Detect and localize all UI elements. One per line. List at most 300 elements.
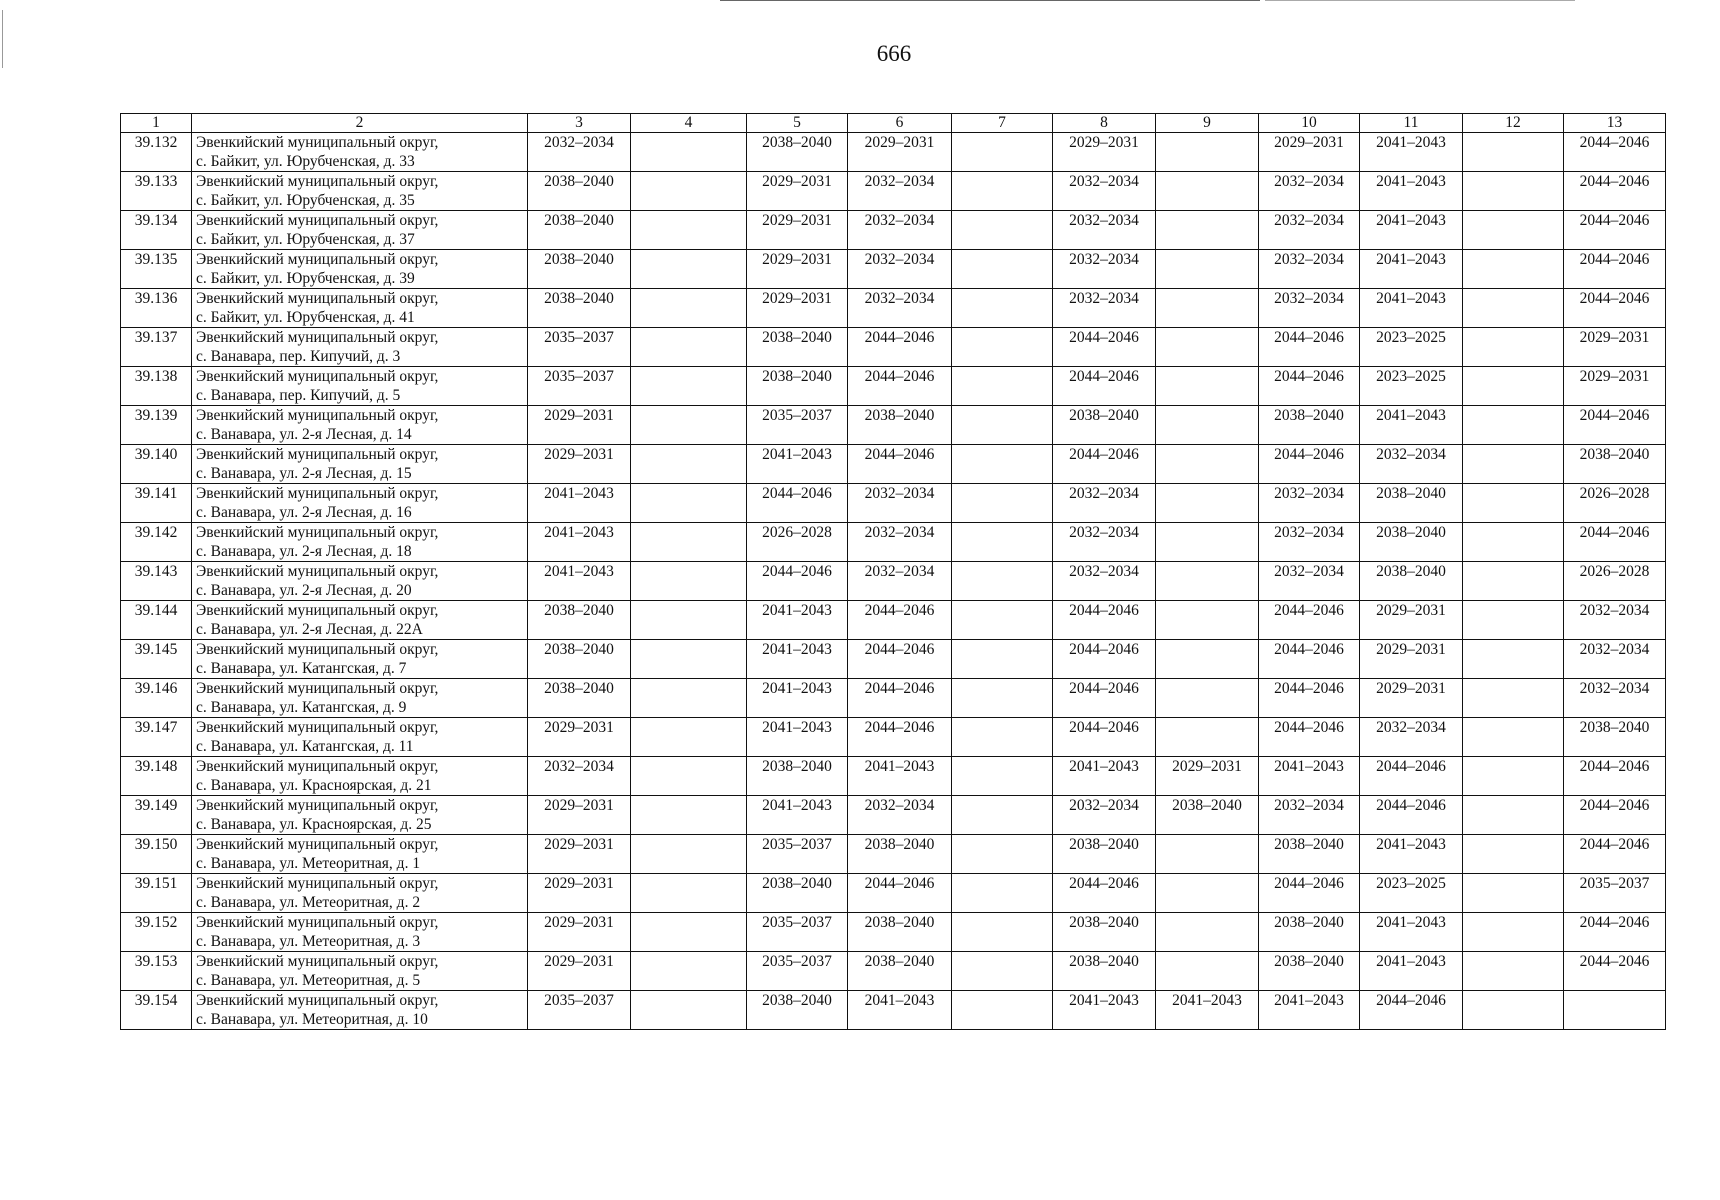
address-cell	[192, 640, 528, 679]
period-cell-col-9	[1156, 172, 1259, 211]
period-cell-col-3: 2038–2040	[528, 211, 631, 250]
period-cell-col-9	[1156, 328, 1259, 367]
period-cell-col-11: 2041–2043	[1360, 133, 1463, 172]
period-cell-col-13: 2044–2046	[1564, 289, 1666, 328]
period-cell-col-10: 2044–2046	[1259, 367, 1360, 406]
period-cell-col-8: 2032–2034	[1053, 562, 1156, 601]
period-cell-col-12	[1463, 289, 1564, 328]
period-cell-col-4	[631, 328, 747, 367]
period-cell-col-13: 2044–2046	[1564, 133, 1666, 172]
period-cell-col-10: 2038–2040	[1259, 913, 1360, 952]
schedule-table	[120, 113, 1666, 1030]
period-cell-col-8: 2044–2046	[1053, 445, 1156, 484]
period-cell-col-13: 2044–2046	[1564, 952, 1666, 991]
period-cell-col-9	[1156, 367, 1259, 406]
period-cell-col-7	[952, 874, 1053, 913]
period-cell-col-12	[1463, 211, 1564, 250]
row-number: 39.136	[121, 289, 192, 328]
period-cell-col-3: 2038–2040	[528, 172, 631, 211]
address-street: с. Ванавара, ул. 2-я Лесная, д. 20	[196, 582, 412, 599]
row-number: 39.138	[121, 367, 192, 406]
address-district: Эвенкийский муниципальный округ,	[196, 173, 439, 190]
period-cell-col-9	[1156, 406, 1259, 445]
column-header-12: 12	[1463, 114, 1564, 133]
column-header-7: 7	[952, 114, 1053, 133]
period-cell-col-9	[1156, 718, 1259, 757]
column-header-1: 1	[121, 114, 192, 133]
scan-artifact-top-line	[720, 0, 1260, 1]
table-row	[121, 406, 1666, 445]
period-cell-col-4	[631, 913, 747, 952]
table-row	[121, 913, 1666, 952]
period-cell-col-4	[631, 172, 747, 211]
period-cell-col-12	[1463, 874, 1564, 913]
column-header-6: 6	[848, 114, 952, 133]
address-district: Эвенкийский муниципальный округ,	[196, 329, 439, 346]
period-cell-col-11: 2044–2046	[1360, 991, 1463, 1030]
period-cell-col-13: 2044–2046	[1564, 796, 1666, 835]
period-cell-col-11: 2041–2043	[1360, 913, 1463, 952]
column-header-3: 3	[528, 114, 631, 133]
table-body	[121, 133, 1666, 1030]
address-district: Эвенкийский муниципальный округ,	[196, 446, 439, 463]
period-cell-col-5: 2038–2040	[747, 757, 848, 796]
address-cell	[192, 484, 528, 523]
period-cell-col-4	[631, 445, 747, 484]
period-cell-col-4	[631, 484, 747, 523]
period-cell-col-11: 2023–2025	[1360, 874, 1463, 913]
period-cell-col-6: 2038–2040	[848, 952, 952, 991]
address-street: с. Ванавара, ул. Красноярская, д. 21	[196, 777, 432, 794]
period-cell-col-5: 2041–2043	[747, 796, 848, 835]
address-district: Эвенкийский муниципальный округ,	[196, 251, 439, 268]
period-cell-col-8: 2038–2040	[1053, 952, 1156, 991]
period-cell-col-6: 2029–2031	[848, 133, 952, 172]
column-header-9: 9	[1156, 114, 1259, 133]
column-header-13: 13	[1564, 114, 1666, 133]
period-cell-col-13: 2038–2040	[1564, 718, 1666, 757]
row-number: 39.152	[121, 913, 192, 952]
period-cell-col-8: 2032–2034	[1053, 250, 1156, 289]
column-header-11: 11	[1360, 114, 1463, 133]
period-cell-col-10: 2032–2034	[1259, 484, 1360, 523]
period-cell-col-5: 2044–2046	[747, 562, 848, 601]
period-cell-col-3: 2029–2031	[528, 952, 631, 991]
address-cell	[192, 796, 528, 835]
period-cell-col-5: 2038–2040	[747, 367, 848, 406]
address-cell	[192, 991, 528, 1030]
period-cell-col-5: 2038–2040	[747, 133, 848, 172]
period-cell-col-7	[952, 484, 1053, 523]
address-street: с. Ванавара, ул. 2-я Лесная, д. 22А	[196, 621, 423, 638]
period-cell-col-13	[1564, 991, 1666, 1030]
address-cell	[192, 133, 528, 172]
period-cell-col-5: 2029–2031	[747, 172, 848, 211]
table-row	[121, 250, 1666, 289]
period-cell-col-8: 2044–2046	[1053, 874, 1156, 913]
period-cell-col-11: 2041–2043	[1360, 952, 1463, 991]
scan-artifact-top-line-faint	[1265, 0, 1575, 1]
period-cell-col-13: 2026–2028	[1564, 562, 1666, 601]
period-cell-col-10: 2038–2040	[1259, 406, 1360, 445]
period-cell-col-13: 2029–2031	[1564, 328, 1666, 367]
address-cell	[192, 679, 528, 718]
period-cell-col-8: 2044–2046	[1053, 328, 1156, 367]
period-cell-col-3: 2035–2037	[528, 367, 631, 406]
period-cell-col-4	[631, 367, 747, 406]
period-cell-col-13: 2044–2046	[1564, 835, 1666, 874]
period-cell-col-4	[631, 523, 747, 562]
period-cell-col-6: 2032–2034	[848, 562, 952, 601]
period-cell-col-8: 2041–2043	[1053, 991, 1156, 1030]
period-cell-col-6: 2044–2046	[848, 718, 952, 757]
address-street: с. Ванавара, ул. 2-я Лесная, д. 18	[196, 543, 412, 560]
period-cell-col-10: 2044–2046	[1259, 874, 1360, 913]
period-cell-col-12	[1463, 757, 1564, 796]
period-cell-col-11: 2023–2025	[1360, 328, 1463, 367]
period-cell-col-10: 2044–2046	[1259, 718, 1360, 757]
address-cell	[192, 757, 528, 796]
period-cell-col-6: 2044–2046	[848, 601, 952, 640]
period-cell-col-13: 2035–2037	[1564, 874, 1666, 913]
period-cell-col-9: 2029–2031	[1156, 757, 1259, 796]
period-cell-col-6: 2032–2034	[848, 523, 952, 562]
address-street: с. Байкит, ул. Юрубченская, д. 37	[196, 231, 415, 248]
column-number-row	[121, 114, 1666, 133]
row-number: 39.153	[121, 952, 192, 991]
period-cell-col-6: 2032–2034	[848, 250, 952, 289]
table-row	[121, 211, 1666, 250]
period-cell-col-7	[952, 991, 1053, 1030]
row-number: 39.139	[121, 406, 192, 445]
period-cell-col-7	[952, 640, 1053, 679]
column-header-10: 10	[1259, 114, 1360, 133]
period-cell-col-10: 2029–2031	[1259, 133, 1360, 172]
period-cell-col-10: 2032–2034	[1259, 523, 1360, 562]
row-number: 39.135	[121, 250, 192, 289]
period-cell-col-7	[952, 796, 1053, 835]
period-cell-col-4	[631, 874, 747, 913]
address-street: с. Ванавара, пер. Кипучий, д. 5	[196, 387, 401, 404]
period-cell-col-9	[1156, 445, 1259, 484]
period-cell-col-12	[1463, 367, 1564, 406]
period-cell-col-11: 2029–2031	[1360, 640, 1463, 679]
period-cell-col-3: 2038–2040	[528, 640, 631, 679]
column-header-8: 8	[1053, 114, 1156, 133]
period-cell-col-6: 2032–2034	[848, 796, 952, 835]
address-district: Эвенкийский муниципальный округ,	[196, 836, 439, 853]
period-cell-col-4	[631, 133, 747, 172]
period-cell-col-7	[952, 133, 1053, 172]
period-cell-col-9	[1156, 640, 1259, 679]
address-district: Эвенкийский муниципальный округ,	[196, 485, 439, 502]
address-district: Эвенкийский муниципальный округ,	[196, 368, 439, 385]
table-row	[121, 679, 1666, 718]
period-cell-col-9	[1156, 562, 1259, 601]
period-cell-col-3: 2041–2043	[528, 484, 631, 523]
address-cell	[192, 250, 528, 289]
period-cell-col-4	[631, 757, 747, 796]
period-cell-col-13: 2032–2034	[1564, 640, 1666, 679]
period-cell-col-6: 2032–2034	[848, 289, 952, 328]
period-cell-col-6: 2041–2043	[848, 757, 952, 796]
address-cell	[192, 445, 528, 484]
address-street: с. Ванавара, ул. Метеоритная, д. 10	[196, 1011, 428, 1028]
period-cell-col-10: 2032–2034	[1259, 250, 1360, 289]
period-cell-col-8: 2032–2034	[1053, 523, 1156, 562]
period-cell-col-13: 2044–2046	[1564, 523, 1666, 562]
address-cell	[192, 367, 528, 406]
period-cell-col-5: 2041–2043	[747, 601, 848, 640]
period-cell-col-9	[1156, 679, 1259, 718]
period-cell-col-11: 2041–2043	[1360, 406, 1463, 445]
period-cell-col-6: 2032–2034	[848, 484, 952, 523]
period-cell-col-5: 2044–2046	[747, 484, 848, 523]
period-cell-col-4	[631, 718, 747, 757]
table-row	[121, 835, 1666, 874]
period-cell-col-4	[631, 679, 747, 718]
period-cell-col-3: 2041–2043	[528, 523, 631, 562]
row-number: 39.137	[121, 328, 192, 367]
period-cell-col-5: 2041–2043	[747, 679, 848, 718]
period-cell-col-7	[952, 835, 1053, 874]
address-cell	[192, 835, 528, 874]
address-district: Эвенкийский муниципальный округ,	[196, 797, 439, 814]
period-cell-col-7	[952, 445, 1053, 484]
row-number: 39.154	[121, 991, 192, 1030]
address-district: Эвенкийский муниципальный округ,	[196, 719, 439, 736]
address-street: с. Байкит, ул. Юрубченская, д. 35	[196, 192, 415, 209]
address-district: Эвенкийский муниципальный округ,	[196, 914, 439, 931]
period-cell-col-4	[631, 991, 747, 1030]
period-cell-col-7	[952, 952, 1053, 991]
table-row	[121, 718, 1666, 757]
period-cell-col-10: 2032–2034	[1259, 796, 1360, 835]
table-row	[121, 484, 1666, 523]
period-cell-col-12	[1463, 679, 1564, 718]
period-cell-col-7	[952, 757, 1053, 796]
row-number: 39.145	[121, 640, 192, 679]
period-cell-col-11: 2038–2040	[1360, 523, 1463, 562]
period-cell-col-9	[1156, 874, 1259, 913]
address-street: с. Ванавара, ул. Катангская, д. 7	[196, 660, 407, 677]
address-street: с. Ванавара, ул. 2-я Лесная, д. 16	[196, 504, 412, 521]
period-cell-col-10: 2032–2034	[1259, 289, 1360, 328]
address-cell	[192, 562, 528, 601]
period-cell-col-7	[952, 562, 1053, 601]
period-cell-col-4	[631, 211, 747, 250]
period-cell-col-13: 2032–2034	[1564, 679, 1666, 718]
period-cell-col-7	[952, 913, 1053, 952]
period-cell-col-3: 2038–2040	[528, 250, 631, 289]
address-district: Эвенкийский муниципальный округ,	[196, 212, 439, 229]
period-cell-col-6: 2038–2040	[848, 406, 952, 445]
period-cell-col-7	[952, 211, 1053, 250]
period-cell-col-4	[631, 640, 747, 679]
period-cell-col-11: 2041–2043	[1360, 835, 1463, 874]
period-cell-col-6: 2038–2040	[848, 913, 952, 952]
period-cell-col-5: 2029–2031	[747, 289, 848, 328]
period-cell-col-10: 2038–2040	[1259, 835, 1360, 874]
period-cell-col-13: 2044–2046	[1564, 757, 1666, 796]
period-cell-col-13: 2038–2040	[1564, 445, 1666, 484]
row-number: 39.149	[121, 796, 192, 835]
table-row	[121, 289, 1666, 328]
period-cell-col-8: 2044–2046	[1053, 640, 1156, 679]
period-cell-col-3: 2032–2034	[528, 133, 631, 172]
period-cell-col-4	[631, 562, 747, 601]
period-cell-col-3: 2029–2031	[528, 913, 631, 952]
period-cell-col-13: 2044–2046	[1564, 250, 1666, 289]
period-cell-col-3: 2038–2040	[528, 601, 631, 640]
address-street: с. Байкит, ул. Юрубченская, д. 39	[196, 270, 415, 287]
period-cell-col-12	[1463, 835, 1564, 874]
period-cell-col-9	[1156, 913, 1259, 952]
period-cell-col-4	[631, 601, 747, 640]
period-cell-col-5: 2041–2043	[747, 445, 848, 484]
period-cell-col-3: 2035–2037	[528, 991, 631, 1030]
address-district: Эвенкийский муниципальный округ,	[196, 290, 439, 307]
address-cell	[192, 523, 528, 562]
period-cell-col-6: 2044–2046	[848, 328, 952, 367]
address-cell	[192, 718, 528, 757]
row-number: 39.144	[121, 601, 192, 640]
period-cell-col-11: 2038–2040	[1360, 484, 1463, 523]
table-row	[121, 991, 1666, 1030]
address-street: с. Ванавара, ул. Метеоритная, д. 1	[196, 855, 421, 872]
period-cell-col-4	[631, 796, 747, 835]
period-cell-col-12	[1463, 601, 1564, 640]
period-cell-col-5: 2035–2037	[747, 952, 848, 991]
period-cell-col-5: 2038–2040	[747, 991, 848, 1030]
period-cell-col-12	[1463, 640, 1564, 679]
period-cell-col-5: 2029–2031	[747, 250, 848, 289]
period-cell-col-7	[952, 718, 1053, 757]
address-cell	[192, 406, 528, 445]
period-cell-col-13: 2044–2046	[1564, 172, 1666, 211]
row-number: 39.151	[121, 874, 192, 913]
address-district: Эвенкийский муниципальный округ,	[196, 524, 439, 541]
period-cell-col-10: 2032–2034	[1259, 211, 1360, 250]
period-cell-col-4	[631, 250, 747, 289]
period-cell-col-11: 2044–2046	[1360, 757, 1463, 796]
period-cell-col-12	[1463, 991, 1564, 1030]
table-row	[121, 367, 1666, 406]
address-street: с. Байкит, ул. Юрубченская, д. 33	[196, 153, 415, 170]
period-cell-col-3: 2029–2031	[528, 445, 631, 484]
period-cell-col-11: 2029–2031	[1360, 601, 1463, 640]
address-street: с. Ванавара, ул. Метеоритная, д. 5	[196, 972, 421, 989]
row-number: 39.140	[121, 445, 192, 484]
period-cell-col-3: 2029–2031	[528, 796, 631, 835]
period-cell-col-6: 2044–2046	[848, 874, 952, 913]
period-cell-col-12	[1463, 952, 1564, 991]
table-row	[121, 445, 1666, 484]
table-row	[121, 601, 1666, 640]
period-cell-col-5: 2035–2037	[747, 406, 848, 445]
period-cell-col-3: 2035–2037	[528, 328, 631, 367]
period-cell-col-6: 2044–2046	[848, 679, 952, 718]
period-cell-col-5: 2035–2037	[747, 913, 848, 952]
period-cell-col-8: 2032–2034	[1053, 484, 1156, 523]
period-cell-col-13: 2044–2046	[1564, 406, 1666, 445]
address-district: Эвенкийский муниципальный округ,	[196, 641, 439, 658]
period-cell-col-9: 2041–2043	[1156, 991, 1259, 1030]
column-header-4: 4	[631, 114, 747, 133]
address-street: с. Ванавара, ул. Красноярская, д. 25	[196, 816, 432, 833]
period-cell-col-7	[952, 289, 1053, 328]
period-cell-col-9	[1156, 133, 1259, 172]
table-row	[121, 523, 1666, 562]
period-cell-col-8: 2038–2040	[1053, 913, 1156, 952]
address-district: Эвенкийский муниципальный округ,	[196, 953, 439, 970]
address-cell	[192, 952, 528, 991]
period-cell-col-8: 2032–2034	[1053, 172, 1156, 211]
period-cell-col-7	[952, 367, 1053, 406]
period-cell-col-9	[1156, 484, 1259, 523]
table-row	[121, 874, 1666, 913]
period-cell-col-7	[952, 523, 1053, 562]
row-number: 39.147	[121, 718, 192, 757]
table-row	[121, 172, 1666, 211]
period-cell-col-12	[1463, 523, 1564, 562]
period-cell-col-6: 2032–2034	[848, 211, 952, 250]
period-cell-col-11: 2023–2025	[1360, 367, 1463, 406]
period-cell-col-11: 2038–2040	[1360, 562, 1463, 601]
period-cell-col-9	[1156, 952, 1259, 991]
period-cell-col-10: 2041–2043	[1259, 991, 1360, 1030]
period-cell-col-10: 2044–2046	[1259, 328, 1360, 367]
period-cell-col-10: 2044–2046	[1259, 640, 1360, 679]
table-row	[121, 952, 1666, 991]
row-number: 39.133	[121, 172, 192, 211]
period-cell-col-10: 2032–2034	[1259, 562, 1360, 601]
period-cell-col-11: 2041–2043	[1360, 250, 1463, 289]
period-cell-col-12	[1463, 328, 1564, 367]
row-number: 39.150	[121, 835, 192, 874]
period-cell-col-7	[952, 601, 1053, 640]
table-row	[121, 640, 1666, 679]
period-cell-col-13: 2032–2034	[1564, 601, 1666, 640]
address-cell	[192, 874, 528, 913]
period-cell-col-3: 2038–2040	[528, 289, 631, 328]
period-cell-col-3: 2032–2034	[528, 757, 631, 796]
period-cell-col-3: 2041–2043	[528, 562, 631, 601]
period-cell-col-12	[1463, 172, 1564, 211]
period-cell-col-10: 2038–2040	[1259, 952, 1360, 991]
period-cell-col-10: 2032–2034	[1259, 172, 1360, 211]
address-cell	[192, 328, 528, 367]
period-cell-col-7	[952, 328, 1053, 367]
period-cell-col-9	[1156, 523, 1259, 562]
address-cell	[192, 913, 528, 952]
address-street: с. Ванавара, ул. Метеоритная, д. 2	[196, 894, 421, 911]
table-row	[121, 133, 1666, 172]
period-cell-col-8: 2038–2040	[1053, 835, 1156, 874]
address-street: с. Ванавара, ул. Метеоритная, д. 3	[196, 933, 421, 950]
address-district: Эвенкийский муниципальный округ,	[196, 992, 439, 1009]
address-cell	[192, 289, 528, 328]
address-cell	[192, 601, 528, 640]
period-cell-col-12	[1463, 796, 1564, 835]
row-number: 39.143	[121, 562, 192, 601]
period-cell-col-4	[631, 952, 747, 991]
period-cell-col-11: 2032–2034	[1360, 445, 1463, 484]
period-cell-col-12	[1463, 445, 1564, 484]
period-cell-col-7	[952, 250, 1053, 289]
address-cell	[192, 172, 528, 211]
period-cell-col-8: 2044–2046	[1053, 679, 1156, 718]
